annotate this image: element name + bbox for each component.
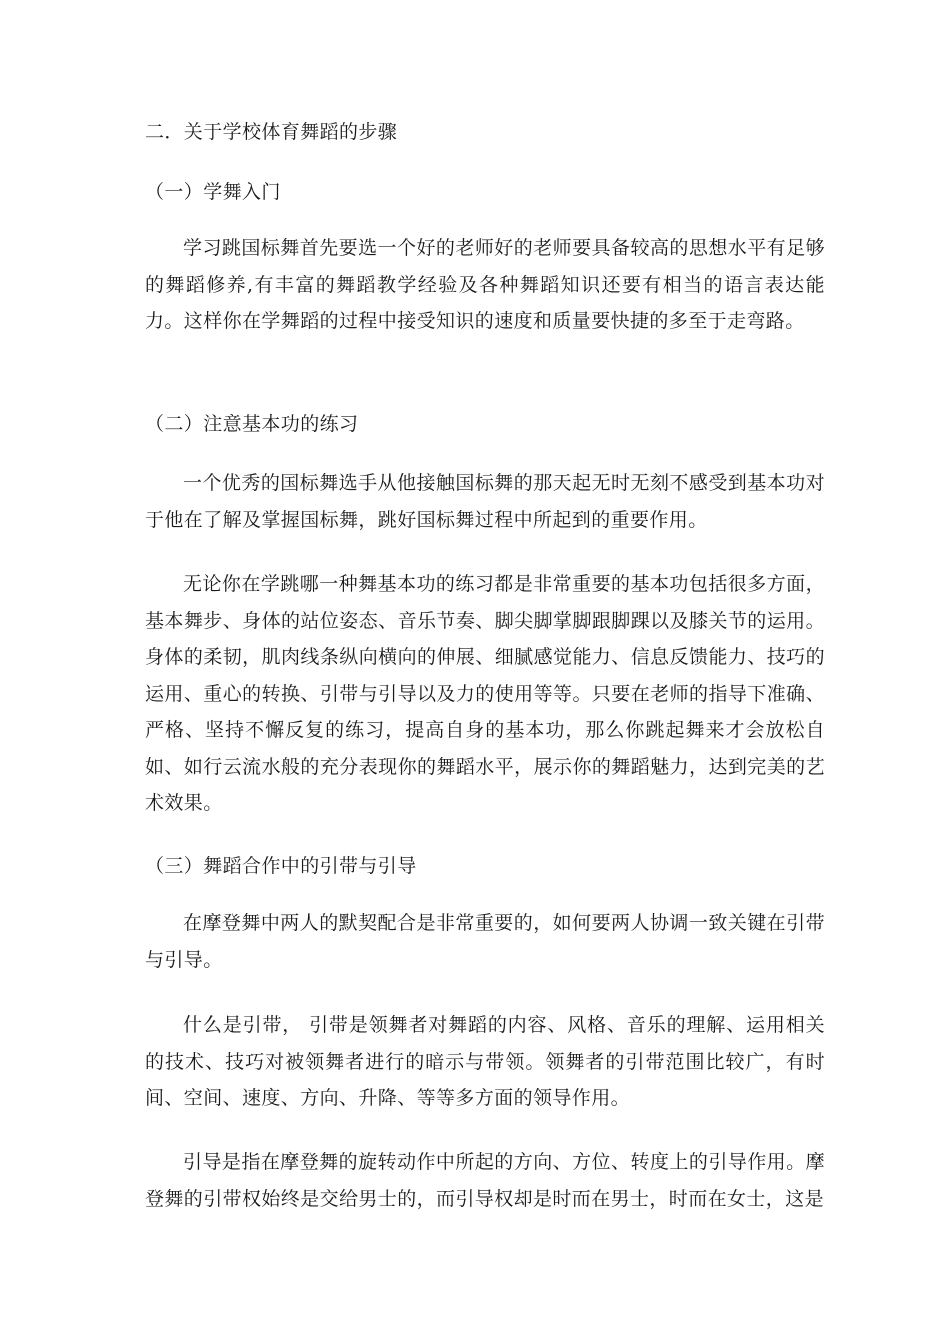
section-title: 二．关于学校体育舞蹈的步骤 — [145, 121, 398, 143]
paragraph-1: 学习跳国标舞首先要选一个好的老师好的老师要具备较高的思想水平有足够的舞蹈修养,有丰富的舞蹈教学经验及各种舞蹈知识还要有相当的语言表达能力。这样你在学舞蹈的过程中接受知识的速度和质量要快捷的多至于走弯路。 — [145, 237, 825, 332]
subsection-title-2: （二）注意基本功的练习 — [145, 413, 359, 435]
paragraph-3: 无论你在学跳哪一种舞基本功的练习都是非常重要的基本功包括很多方面，基本舞步、身体的站位姿态、音乐节奏、脚尖脚掌脚跟脚踝以及膝关节的运用。身体的柔韧，肌肉线条纵向横向的伸展、细腻感觉能力、信息反馈能力、技巧的运用、重心的转换、引带与引导以及力的使用等等。只要在老师的指导下准确、严格、坚持不懈反复的练习，提高自身的基本功，那么你跳起舞来才会放松自如、如行云流水般的充分表现你的舞蹈水平，展示你的舞蹈魅力，达到完美的艺术效果。 — [145, 573, 825, 814]
paragraph-5: 什么是引带， 引带是领舞者对舞蹈的内容、风格、音乐的理解、运用相关的技术、技巧对被领舞者进行的暗示与带领。领舞者的引带范围比较广，有时间、空间、速度、方向、升降、等等多方面的领导作用。 — [145, 1014, 825, 1109]
paragraph-6: 引导是指在摩登舞的旋转动作中所起的方向、方位、转度上的引导作用。摩登舞的引带权始终是交给男士的，而引导权却是时而在男士，时而在女士，这是 — [145, 1151, 825, 1210]
subsection-title-3: （三）舞蹈合作中的引带与引导 — [145, 855, 417, 877]
subsection-title-1: （一）学舞入门 — [145, 181, 281, 203]
paragraph-2: 一个优秀的国标舞选手从他接触国标舞的那天起无时无刻不感受到基本功对于他在了解及掌握国标舞，跳好国标舞过程中所起到的重要作用。 — [145, 472, 825, 531]
paragraph-4: 在摩登舞中两人的默契配合是非常重要的，如何要两人协调一致关键在引带与引导。 — [145, 912, 825, 971]
